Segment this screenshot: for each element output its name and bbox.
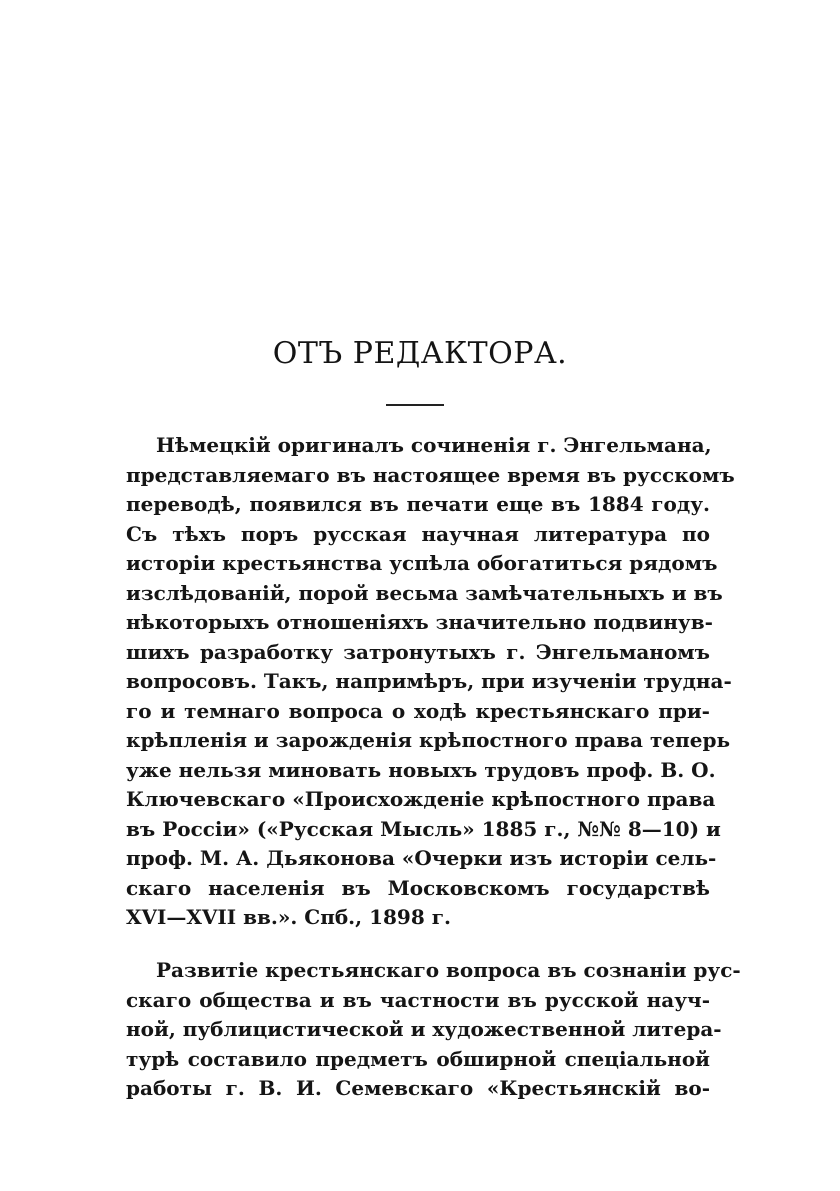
text-line: работы г. В. И. Семевскаго «Крестьянскій во- xyxy=(126,1076,710,1100)
text-line: переводѣ, появился въ печати еще въ 1884 году. xyxy=(126,492,710,516)
text-line: нѣкоторыхъ отношеніяхъ значительно подвинув- xyxy=(126,610,713,634)
text-line: Развитіе крестьянскаго вопроса въ сознаніи рус- xyxy=(156,958,741,982)
text-line: ной, публицистической и художественной литера- xyxy=(126,1017,722,1041)
text-line: проф. М. А. Дьяконова «Очерки изъ исторіи сель- xyxy=(126,846,717,870)
text-line: представляемаго въ настоящее время въ русскомъ xyxy=(126,462,735,487)
paragraph-1 xyxy=(126,431,735,933)
text-line: уже нельзя миновать новыхъ трудовъ проф. В. О. xyxy=(126,757,716,782)
text-line: шихъ разработку затронутыхъ г. Энгельманомъ xyxy=(126,639,710,664)
text-line: турѣ составило предметъ обширной спеціальной xyxy=(126,1046,710,1071)
paragraph-2 xyxy=(126,956,741,1104)
title-divider xyxy=(386,404,444,406)
text-line: скаго общества и въ частности въ русской науч- xyxy=(126,987,710,1012)
text-line: го и темнаго вопроса о ходѣ крестьянскаго при- xyxy=(126,698,710,723)
text-line: XVI—XVII вв.». Спб., 1898 г. xyxy=(126,905,451,929)
page-title: ОТЪ РЕДАКТОРА. xyxy=(272,336,568,371)
text-line: Нѣмецкій оригиналъ сочиненія г. Энгельмана, xyxy=(156,433,712,457)
text-line: крѣпленія и зарожденія крѣпостного права теперь xyxy=(126,728,731,752)
text-line: изслѣдованій, порой весьма замѣчательныхъ и въ xyxy=(126,580,723,605)
text-line: въ Россіи» («Русская Мысль» 1885 г., №№ 8—10) и xyxy=(126,816,721,841)
text-line: вопросовъ. Такъ, напримѣръ, при изученіи трудна- xyxy=(126,669,732,693)
text-line: исторіи крестьянства успѣла обогатиться рядомъ xyxy=(126,551,718,575)
text-line: Съ тѣхъ поръ русская научная литература по xyxy=(126,521,710,546)
text-line: скаго населенія въ Московскомъ государствѣ xyxy=(126,875,710,900)
text-line: Ключевскаго «Происхожденіе крѣпостного права xyxy=(126,787,716,811)
